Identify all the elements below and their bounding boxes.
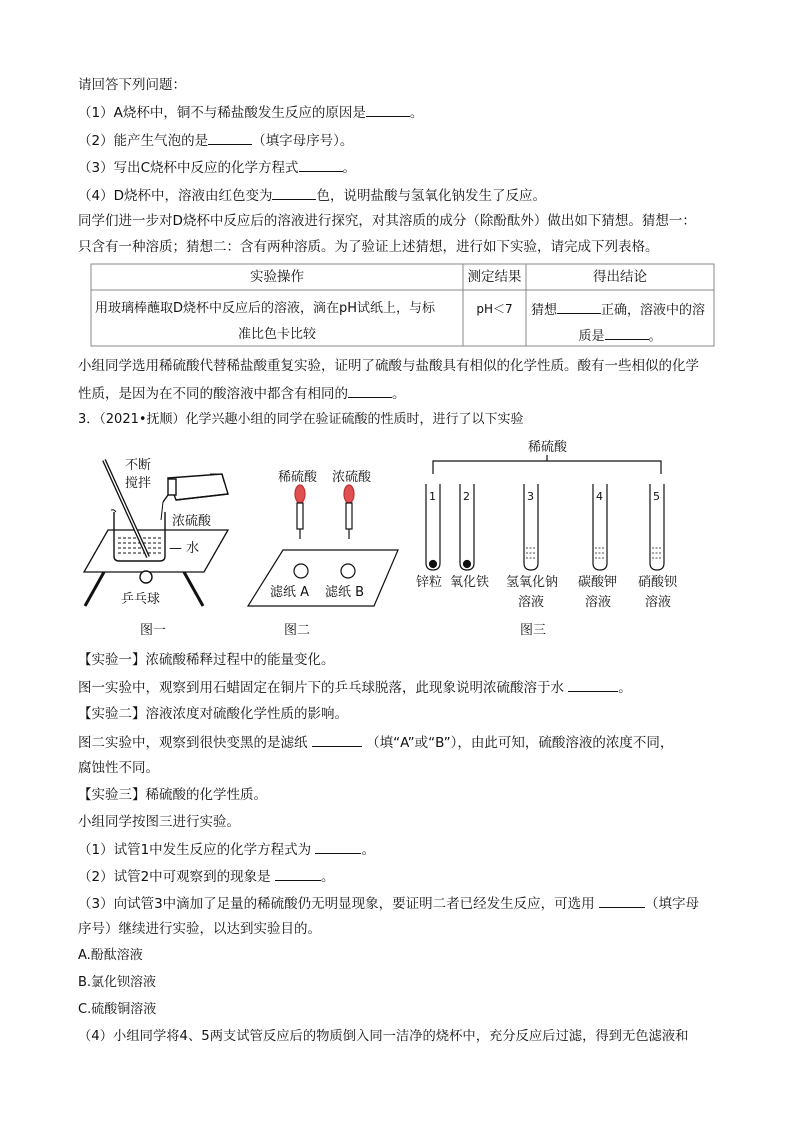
experiment-2-text: 图二实验中，观察到很快变黑的是滤纸 （填“A”或“B”），由此可知，硫酸溶液的浓度不同， [78, 735, 674, 751]
acid-paragraph-2: 性质，是因为在不同的酸溶液中都含有相同的 。 [78, 386, 406, 402]
ping-pong-ball [140, 571, 152, 583]
fig3-tube-number: 1 [429, 490, 436, 503]
fig1-caption: 图一 [140, 623, 167, 638]
fig3-label-1: 锌粒 [416, 575, 443, 590]
fig3-label-4a: 碳酸钾 [578, 575, 618, 590]
fig3-label-5a: 硝酸钡 [638, 575, 678, 590]
fig2-conc-label: 浓硫酸 [332, 470, 372, 485]
experiment-1-title: 【实验一】浓硫酸稀释过程中的能量变化。 [78, 652, 335, 668]
fig3-label-3a: 氢氧化钠 [506, 575, 559, 590]
fig2-dilute-label: 稀硫酸 [278, 470, 318, 485]
fig3-tube-number: 2 [463, 490, 470, 503]
figure-3-test-tubes [426, 455, 664, 570]
fig3-tube-number: 4 [596, 490, 603, 503]
option-c: C.硫酸铜溶液 [78, 1002, 157, 1017]
question-3-title: 3．（2021•抚顺）化学兴趣小组的同学在验证硫酸的性质时，进行了以下实验 [78, 412, 524, 427]
fig1-water-label: — 水 [169, 541, 200, 556]
answer-blank[interactable] [275, 867, 321, 881]
experiment-1-text: 图一实验中，观察到用石蜡固定在铜片下的乒乓球脱落，此现象说明浓硫酸溶于水 。 [78, 680, 632, 696]
fig1-stir-label: 不断 [125, 458, 152, 473]
fig1-conc-label: 浓硫酸 [172, 514, 212, 529]
answer-blank[interactable] [315, 840, 361, 854]
explore-paragraph-2: 只含有一种溶质；猜想二：含有两种溶质。为了验证上述猜想，进行如下实验，请完成下列表格。 [78, 239, 659, 255]
question-2: （2）能产生气泡的是 （填字母序号）。 [78, 133, 354, 149]
fig3-label-2: 氧化铁 [450, 575, 490, 590]
table-cell-conclusion-line1: 猜想 正确，溶液中的溶 [531, 300, 714, 320]
fig3-caption: 图三 [520, 623, 547, 638]
fig3-top-label: 稀硫酸 [528, 440, 568, 455]
fig1-ball-label: 乒乓球 [121, 592, 161, 607]
answer-blank[interactable] [312, 733, 362, 747]
table-cell-operation-line1: 用玻璃棒蘸取D烧杯中反应后的溶液，滴在pH试纸上，与标 [95, 301, 436, 316]
experiment-2-title: 【实验二】溶液浓度对硫酸化学性质的影响。 [78, 706, 348, 722]
exp3-question-3-cont: 序号）继续进行实验，以达到实验目的。 [78, 921, 321, 937]
intro-text: 请回答下列问题： [78, 77, 186, 93]
fig3-label-5b: 溶液 [645, 595, 672, 610]
fig2-caption: 图二 [284, 623, 311, 638]
exp3-question-1: （1）试管1中发生反应的化学方程式为 。 [78, 842, 375, 858]
question-1: （1）A烧杯中，铜不与稀盐酸发生反应的原因是 。 [78, 105, 424, 121]
experiment-3-intro: 小组同学按图三进行实验。 [78, 814, 240, 830]
fig2-paper-a-label: 滤纸 A [270, 585, 310, 600]
answer-blank[interactable] [568, 678, 618, 692]
fig2-paper-b-label: 滤纸 B [325, 585, 365, 600]
table-header-result: 测定结果 [467, 269, 522, 285]
explore-paragraph-1: 同学们进一步对D烧杯中反应后的溶液进行探究，对其溶质的成分（除酚酞外）做出如下猜想。猜想一： [78, 213, 696, 229]
table-cell-conclusion-line2: 质是 。 [526, 326, 714, 346]
fig3-tube-number: 3 [527, 490, 534, 503]
fig3-label-4b: 溶液 [585, 595, 612, 610]
fig3-label-3b: 溶液 [518, 595, 545, 610]
table-header-conclusion: 得出结论 [593, 269, 647, 285]
experiment-3-title: 【实验三】稀硫酸的化学性质。 [78, 787, 267, 803]
table-header-operation: 实验操作 [250, 269, 304, 285]
question-4: （4）D烧杯中，溶液由红色变为 色，说明盐酸与氢氧化钠发生了反应。 [78, 188, 546, 204]
table-cell-result: pH＜7 [476, 302, 513, 316]
figure-1-dilution [84, 460, 228, 606]
experiment-2-text-2: 腐蚀性不同。 [78, 760, 159, 776]
answer-blank[interactable] [599, 894, 645, 908]
fig1-stir-label-2: 搅拌 [125, 476, 152, 491]
option-b: B.氯化钡溶液 [78, 975, 157, 990]
exp3-question-3: （3）向试管3中滴加了足量的稀硫酸仍无明显现象，要证明二者已经发生反应，可选用 （填字母 [78, 896, 699, 912]
table-cell-operation-line2: 准比色卡比较 [237, 327, 316, 342]
question-3: （3）写出C烧杯中反应的化学方程式 。 [78, 160, 357, 176]
exp3-question-2: （2）试管2中可观察到的现象是 。 [78, 869, 335, 885]
option-a: A.酚酞溶液 [78, 948, 143, 963]
acid-paragraph-1: 小组同学选用稀硫酸代替稀盐酸重复实验，证明了硫酸与盐酸具有相似的化学性质。酸有一些相似的化学 [78, 358, 699, 374]
fig3-tube-number: 5 [653, 490, 660, 503]
exp3-question-4: （4）小组同学将4、5两支试管反应后的物质倒入同一洁净的烧杯中，充分反应后过滤，得到无色滤液和 [78, 1029, 689, 1044]
